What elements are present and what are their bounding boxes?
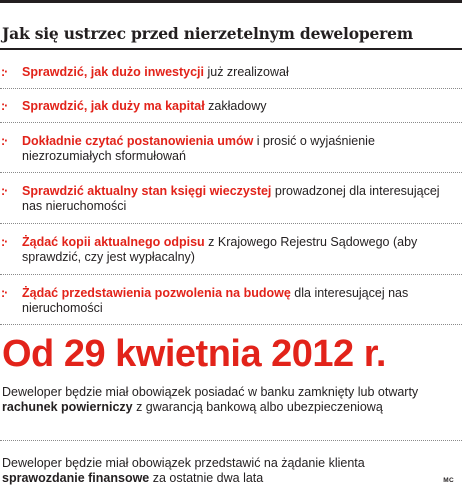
- bullet-icon: :·: [1, 134, 8, 148]
- tip-highlight: Dokładnie czytać postanowienia umów: [22, 134, 254, 148]
- bullet-icon: :·: [1, 235, 8, 249]
- note-text: Deweloper będzie miał obowiązek posiadać w banku zamknięty lub otwarty: [2, 385, 419, 399]
- note-text: Deweloper będzie miał obowiązek przedstawić na żądanie klienta: [2, 456, 365, 470]
- bullet-icon: :·: [1, 99, 8, 113]
- tip-highlight: Sprawdzić, jak duży ma kapitał: [22, 99, 205, 113]
- tip-text: dla interesującej nas nieruchomości: [22, 286, 409, 315]
- tip-item: [0, 50, 462, 89]
- tip-text: zakładowy: [204, 99, 267, 113]
- tip-text: z Krajowego Rejestru Sądowego (aby sprawdzić, czy jest wypłacalny): [22, 235, 418, 264]
- tip-highlight: Żądać przedstawienia pozwolenia na budowę: [22, 286, 291, 300]
- tip-item: [0, 123, 462, 173]
- tips-list: [0, 50, 462, 325]
- top-rule: [0, 0, 462, 3]
- tip-highlight: Sprawdzić aktualny stan księgi wieczystej: [22, 184, 272, 198]
- bullet-icon: :·: [1, 286, 8, 300]
- note-divider: [0, 440, 462, 441]
- tip-highlight: Żądać kopii aktualnego odpisu: [22, 235, 205, 249]
- bullet-icon: :·: [1, 184, 8, 198]
- infographic-title: Jak się ustrzec przed nierzetelnym deweloperem: [2, 24, 413, 43]
- tip-item: [0, 224, 462, 275]
- note-financial: [2, 456, 422, 486]
- headline-date: Od 29 kwietnia 2012 r.: [2, 333, 386, 375]
- tip-item: [0, 275, 462, 325]
- note-escrow: [2, 385, 442, 415]
- bullet-icon: :·: [1, 65, 8, 79]
- note-strong: rachunek powierniczy: [2, 400, 133, 414]
- tip-highlight: Sprawdzić, jak dużo inwestycji: [22, 65, 204, 79]
- note-strong: sprawozdanie finansowe: [2, 471, 150, 485]
- author-credit: MC: [443, 477, 454, 484]
- tip-text: prowadzonej dla interesującej nas nieruchomości: [22, 184, 440, 213]
- note-text: z gwarancją bankową albo ubezpieczeniową: [132, 400, 383, 414]
- tip-text: i prosić o wyjaśnienie niezrozumiałych sformułowań: [22, 134, 375, 163]
- tip-text: już zrealizował: [204, 65, 289, 79]
- note-text: za ostatnie dwa lata: [149, 471, 264, 485]
- tip-item: [0, 173, 462, 224]
- tip-item: [0, 89, 462, 123]
